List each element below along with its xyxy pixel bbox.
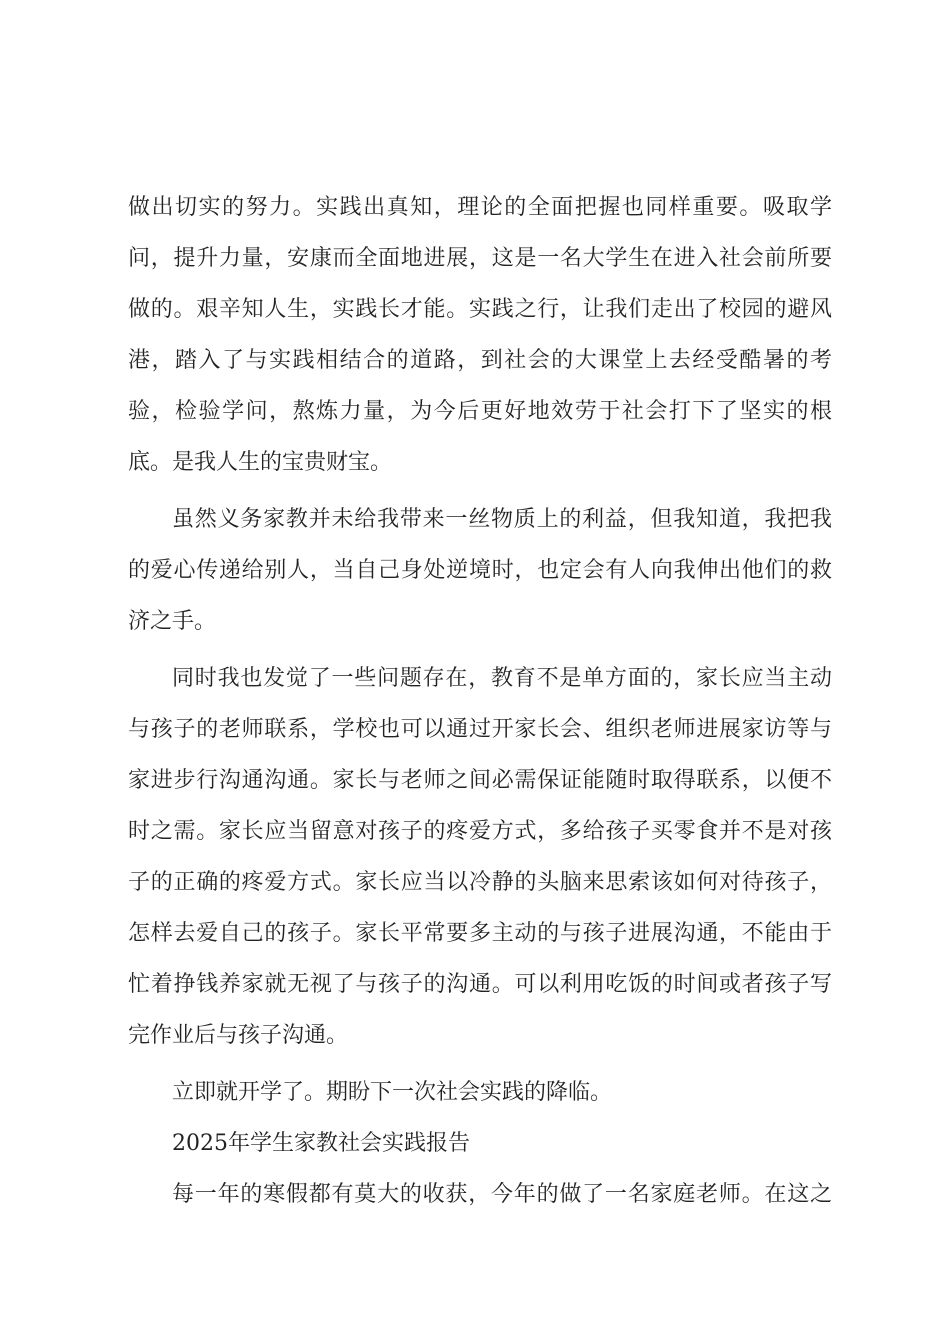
text-line: 每一年的寒假都有莫大的收获，今年的做了一名家庭老师。在这之 bbox=[172, 1182, 832, 1207]
text-line: 时之需。家长应当留意对孩子的疼爱方式，多给孩子买零食并不是对孩 bbox=[128, 819, 832, 844]
heading-line: 2025年学生家教社会实践报告 bbox=[172, 1131, 470, 1156]
text-line: 与孩子的老师联系，学校也可以通过开家长会、组织老师进展家访等与 bbox=[128, 717, 832, 742]
document-body bbox=[128, 182, 832, 1220]
text-line: 做出切实的努力。实践出真知，理论的全面把握也同样重要。吸取学 bbox=[128, 195, 832, 220]
text-line: 做的。艰辛知人生，实践长才能。实践之行，让我们走出了校园的避风 bbox=[128, 297, 832, 322]
text-line: 问，提升力量，安康而全面地进展，这是一名大学生在进入社会前所要 bbox=[128, 246, 832, 271]
paragraph bbox=[128, 1067, 832, 1118]
text-line: 港，踏入了与实践相结合的道路，到社会的大课堂上去经受酷暑的考 bbox=[128, 348, 832, 373]
paragraph bbox=[128, 653, 832, 1061]
text-line: 济之手。 bbox=[128, 609, 217, 634]
text-line: 家进步行沟通沟通。家长与老师之间必需保证能随时取得联系，以便不 bbox=[128, 768, 832, 793]
paragraph bbox=[128, 182, 832, 488]
text-line: 虽然义务家教并未给我带来一丝物质上的利益，但我知道，我把我 bbox=[172, 507, 832, 532]
text-line: 怎样去爱自己的孩子。家长平常要多主动的与孩子进展沟通，不能由于 bbox=[128, 921, 832, 946]
text-line: 子的正确的疼爱方式。家长应当以冷静的头脑来思索该如何对待孩子， bbox=[128, 870, 832, 895]
text-line: 忙着挣钱养家就无视了与孩子的沟通。可以利用吃饭的时间或者孩子写 bbox=[128, 972, 832, 997]
text-line: 底。是我人生的宝贵财宝。 bbox=[128, 450, 393, 475]
text-line: 完作业后与孩子沟通。 bbox=[128, 1023, 349, 1048]
section-heading bbox=[128, 1118, 832, 1169]
text-line: 的爱心传递给别人，当自己身处逆境时，也定会有人向我伸出他们的救 bbox=[128, 558, 832, 583]
paragraph bbox=[128, 494, 832, 647]
text-line: 立即就开学了。期盼下一次社会实践的降临。 bbox=[172, 1080, 613, 1105]
text-line: 验，检验学问，熬炼力量，为今后更好地效劳于社会打下了坚实的根 bbox=[128, 399, 832, 424]
text-line: 同时我也发觉了一些问题存在，教育不是单方面的，家长应当主动 bbox=[172, 666, 832, 691]
paragraph bbox=[128, 1169, 832, 1220]
